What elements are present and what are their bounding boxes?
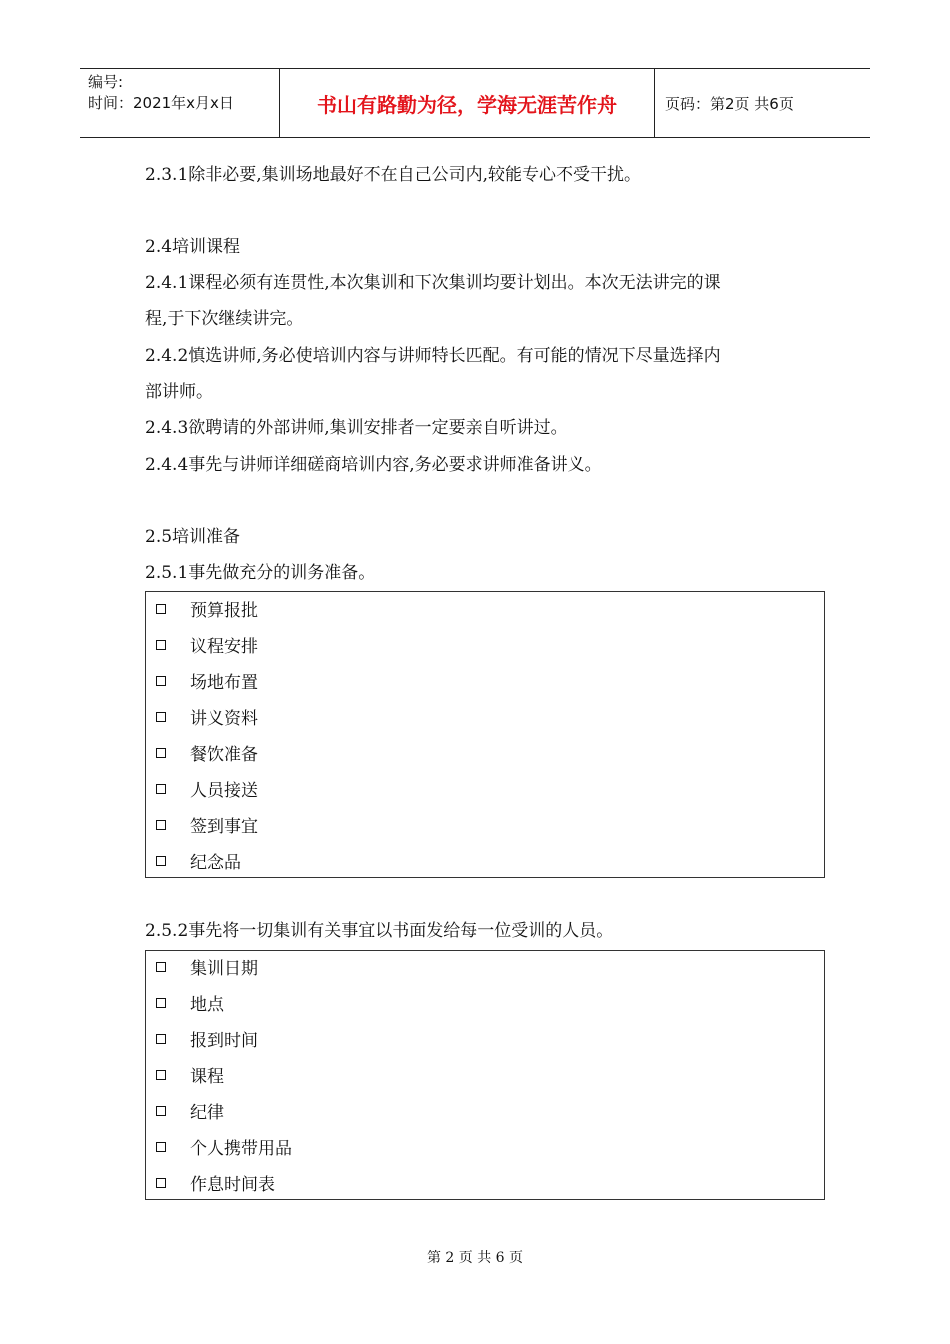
page-footer: 第 2 页 共 6 页	[426, 1250, 524, 1266]
checklist-item-label: 纪念品	[190, 853, 241, 873]
checkbox-icon	[156, 962, 166, 972]
checklist-item	[156, 740, 258, 765]
checklist-item	[156, 668, 258, 693]
checklist-item-label: 课程	[190, 1067, 224, 1087]
checkbox-icon	[156, 1070, 166, 1080]
paragraph-2-4-1: 2.4.1课程必须有连贯性,本次集训和下次集训均要计划出。本次无法讲完的课	[145, 273, 721, 293]
checklist-item-label: 讲义资料	[190, 709, 258, 729]
checkbox-icon	[156, 640, 166, 650]
checkbox-icon	[156, 1178, 166, 1188]
checklist-item-label: 人员接送	[190, 781, 258, 801]
checklist-item	[156, 848, 241, 873]
checklist-item	[156, 1026, 258, 1051]
checklist-item	[156, 596, 258, 621]
checklist-item-label: 签到事宜	[190, 817, 258, 837]
checklist-item-label: 纪律	[190, 1103, 224, 1123]
checklist-item-label: 地点	[190, 995, 224, 1015]
checkbox-icon	[156, 712, 166, 722]
paragraph-2-5-2: 2.5.2事先将一切集训有关事宜以书面发给每一位受训的人员。	[145, 921, 614, 941]
paragraph-2-4-2: 2.4.2慎选讲师,务必使培训内容与讲师特长匹配。有可能的情况下尽量选择内	[145, 346, 721, 366]
checkbox-icon	[156, 856, 166, 866]
checkbox-icon	[156, 1034, 166, 1044]
checklist-item-label: 作息时间表	[190, 1175, 275, 1195]
checkbox-icon	[156, 676, 166, 686]
heading-2-5: 2.5培训准备	[145, 527, 241, 547]
checklist-item-label: 场地布置	[190, 673, 258, 693]
header-page-info: 页码：第2页 共6页	[665, 94, 794, 113]
checklist-item	[156, 776, 258, 801]
paragraph-2-4-1-cont: 程,于下次继续讲完。	[145, 309, 304, 329]
checklist-item-label: 个人携带用品	[190, 1139, 292, 1159]
checkbox-icon	[156, 784, 166, 794]
checklist-item-label: 报到时间	[190, 1031, 258, 1051]
checkbox-icon	[156, 1106, 166, 1116]
page-header	[80, 68, 870, 138]
header-motto: 书山有路勤为径，学海无涯苦作舟	[280, 69, 655, 137]
paragraph-2-5-1: 2.5.1事先做充分的训务准备。	[145, 563, 376, 583]
checkbox-icon	[156, 1142, 166, 1152]
checkbox-icon	[156, 998, 166, 1008]
checklist-item	[156, 704, 258, 729]
paragraph-2-4-4: 2.4.4事先与讲师详细磋商培训内容,务必要求讲师准备讲义。	[145, 455, 602, 475]
checklist-item-label: 集训日期	[190, 959, 258, 979]
checkbox-icon	[156, 820, 166, 830]
checklist-box-preparation	[145, 591, 825, 878]
checklist-item	[156, 1134, 292, 1159]
number-label: 编号:	[88, 73, 124, 91]
paragraph-2-3-1: 2.3.1除非必要,集训场地最好不在自己公司内,较能专心不受干扰。	[145, 165, 642, 185]
checkbox-icon	[156, 604, 166, 614]
checklist-item	[156, 990, 224, 1015]
paragraph-2-4-2-cont: 部讲师。	[145, 382, 213, 402]
checklist-item-label: 预算报批	[190, 601, 258, 621]
heading-2-4: 2.4培训课程	[145, 237, 241, 257]
checklist-item	[156, 632, 258, 657]
checklist-item	[156, 1062, 224, 1087]
checklist-item	[156, 1170, 275, 1195]
checklist-item	[156, 812, 258, 837]
checkbox-icon	[156, 748, 166, 758]
checklist-item-label: 议程安排	[190, 637, 258, 657]
checklist-box-notice	[145, 950, 825, 1200]
time-label: 时间：2021年x月x日	[88, 94, 234, 112]
header-meta	[80, 69, 280, 137]
checklist-item	[156, 954, 258, 979]
paragraph-2-4-3: 2.4.3欲聘请的外部讲师,集训安排者一定要亲自听讲过。	[145, 418, 568, 438]
checklist-item	[156, 1098, 224, 1123]
checklist-item-label: 餐饮准备	[190, 745, 258, 765]
